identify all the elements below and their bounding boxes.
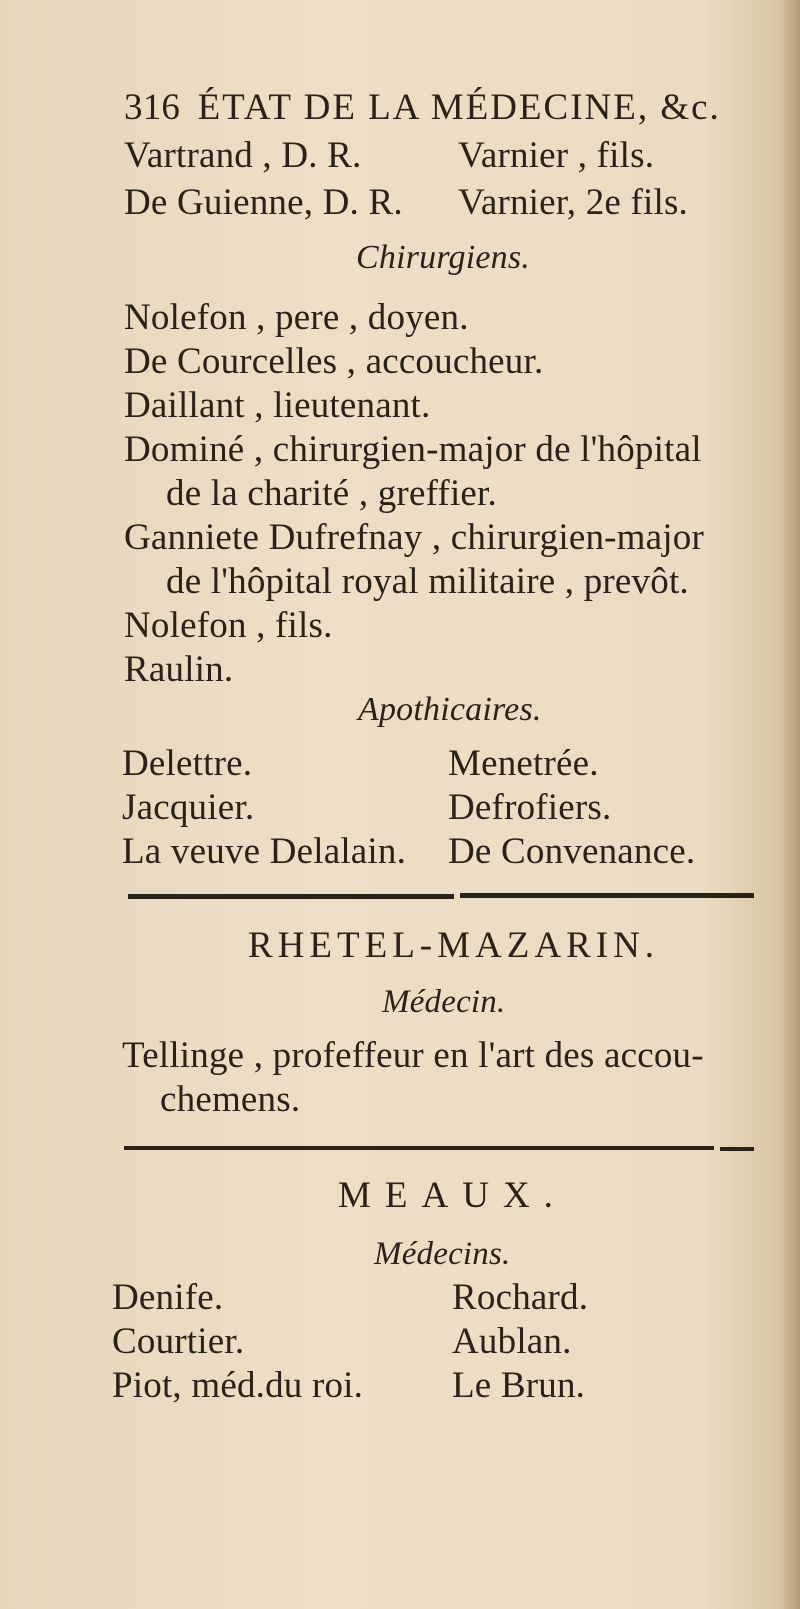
apothicaire-right: De Convenance. <box>448 831 696 872</box>
entry-right-2: Varnier, 2e fils. <box>458 182 689 223</box>
section-title-meaux: MEAUX. <box>338 1175 567 1216</box>
chirurgien-line: Daillant , lieutenant. <box>124 385 431 426</box>
apothicaire-right: Menetrée. <box>448 743 599 784</box>
apothicaire-left: La veuve Delalain. <box>122 831 407 872</box>
entry-left-1: Vartrand , D. R. <box>124 135 362 176</box>
meaux-left: Denife. <box>112 1277 224 1318</box>
chirurgien-line: De Courcelles , accoucheur. <box>124 341 544 382</box>
chirurgien-line-continued: de l'hôpital royal militaire , prevôt. <box>166 561 689 602</box>
section-heading-apothicaires: Apothicaires. <box>358 691 542 728</box>
subheading-medecins: Médecins. <box>374 1236 511 1272</box>
chirurgien-line: Nolefon , fils. <box>124 605 333 646</box>
page-edge-shadow <box>782 0 800 1609</box>
chirurgien-line: Ganniete Dufrefnay , chirurgien-major <box>124 517 704 558</box>
entry-left-2: De Guienne, D. R. <box>124 182 403 223</box>
subheading-medecin: Médecin. <box>382 984 506 1020</box>
meaux-right: Rochard. <box>452 1277 589 1318</box>
running-title: ÉTAT DE LA MÉDECINE, &c. <box>197 87 721 128</box>
apothicaire-right: Defrofiers. <box>448 787 612 828</box>
chirurgien-line: Dominé , chirurgien-major de l'hôpital <box>124 429 702 470</box>
apothicaire-left: Jacquier. <box>122 787 255 828</box>
section-divider <box>128 894 454 899</box>
rhetel-line-continued: chemens. <box>160 1079 301 1120</box>
page-number: 316 <box>124 87 181 128</box>
apothicaire-left: Delettre. <box>122 743 253 784</box>
meaux-left: Piot, méd.du roi. <box>112 1365 364 1406</box>
rhetel-line: Tellinge , profeffeur en l'art des accou- <box>122 1035 704 1076</box>
section-heading-chirurgiens: Chirurgiens. <box>356 239 530 276</box>
chirurgien-line: Raulin. <box>124 649 234 690</box>
chirurgien-line-continued: de la charité , greffier. <box>166 473 497 514</box>
chirurgien-line: Nolefon , pere , doyen. <box>124 297 469 338</box>
meaux-right: Aublan. <box>452 1321 572 1362</box>
section-title-rhetel-mazarin: RHETEL-MAZARIN. <box>248 925 660 966</box>
meaux-left: Courtier. <box>112 1321 245 1362</box>
entry-right-1: Varnier , fils. <box>458 135 655 176</box>
section-divider <box>460 893 754 898</box>
page-header <box>124 86 721 130</box>
meaux-right: Le Brun. <box>452 1365 586 1406</box>
section-divider <box>720 1147 754 1151</box>
section-divider <box>124 1146 714 1150</box>
